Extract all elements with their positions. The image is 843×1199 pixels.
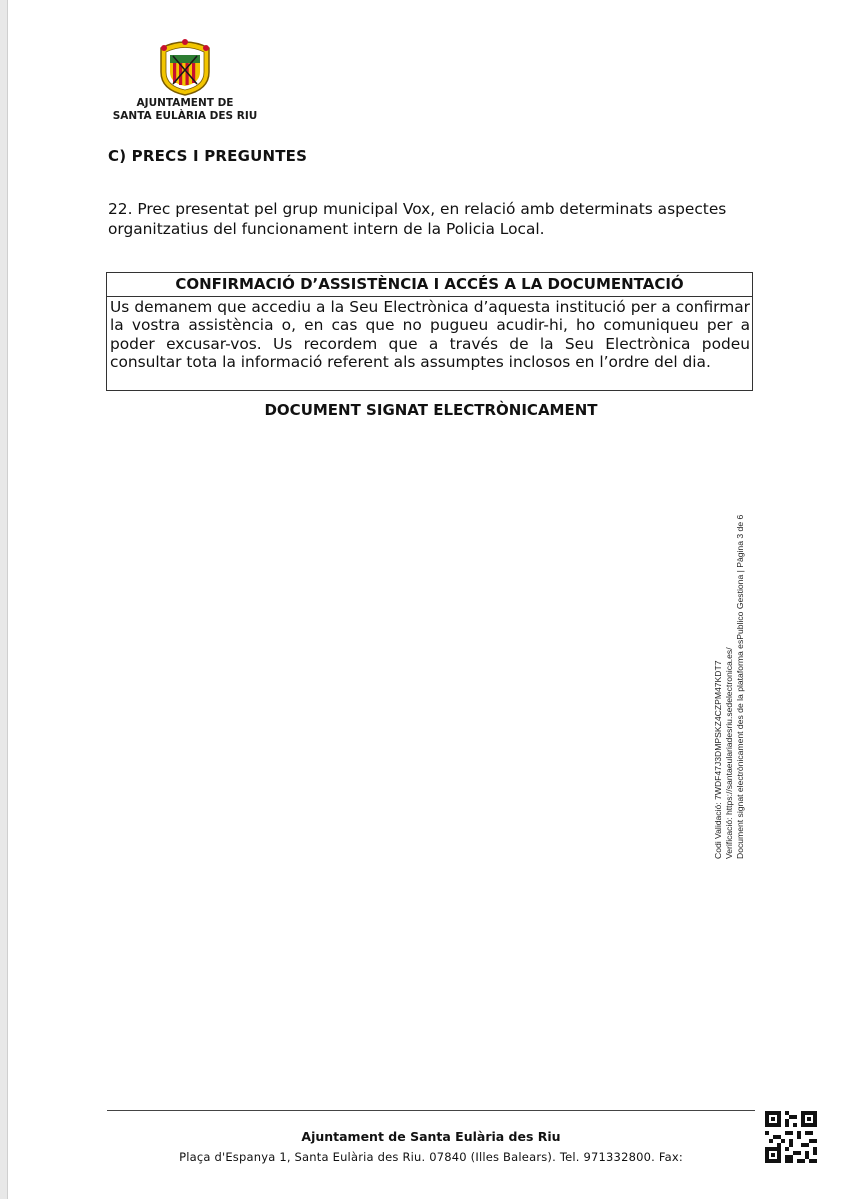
org-name-line-2: SANTA EULÀRIA DES RIU — [112, 110, 258, 122]
notice-body: Us demanem que accediu a la Seu Electrònica d’aquesta institució per a confirmar la vostra assistència o, en cas que no pugueu acudir-hi, ho comuniqueu per a poder excusar-vos. Us recordem que a través de la Seu Electrònica podeu consultar tota la informació referent als assumptes inclosos en l’ordre del dia. — [110, 298, 750, 372]
verification-url: Verificació: https://santaeulariadesriu.sedelectronica.es/ — [724, 647, 734, 859]
footer-organization-name: Ajuntament de Santa Eulària des Riu — [301, 1129, 561, 1144]
organization-name — [100, 97, 270, 123]
qr-code-icon — [765, 1111, 817, 1163]
municipal-crest-logo — [157, 38, 213, 96]
footer-divider — [107, 1110, 755, 1111]
verification-sidebar — [713, 279, 746, 859]
notice-title: CONFIRMACIÓ D’ASSISTÈNCIA I ACCÉS A LA DOCUMENTACIÓ — [107, 273, 752, 297]
footer-address: Plaça d'Espanya 1, Santa Eulària des Riu. 07840 (Illes Balears). Tel. 971332800. Fax: — [179, 1150, 683, 1164]
validation-code: Codi Validació: 7WDF47J3DMPSKZ4CZPM47KDT7 — [713, 660, 723, 859]
section-title: C) PRECS I PREGUNTES — [108, 147, 308, 165]
attendance-notice-box — [106, 272, 753, 391]
agenda-item-22: 22. Prec presentat pel grup municipal Vox, en relació amb determinats aspectes organitzatius del funcionament intern de la Policia Local. — [108, 200, 727, 238]
page-edge — [0, 0, 8, 1199]
signed-electronically-label: DOCUMENT SIGNAT ELECTRÒNICAMENT — [264, 401, 598, 419]
org-name-line-1: AJUNTAMENT DE — [136, 97, 234, 109]
signature-platform-note: Document signat electrònicament des de la plataforma esPublico Gestiona | Pàgina 3 de 6 — [735, 514, 745, 859]
